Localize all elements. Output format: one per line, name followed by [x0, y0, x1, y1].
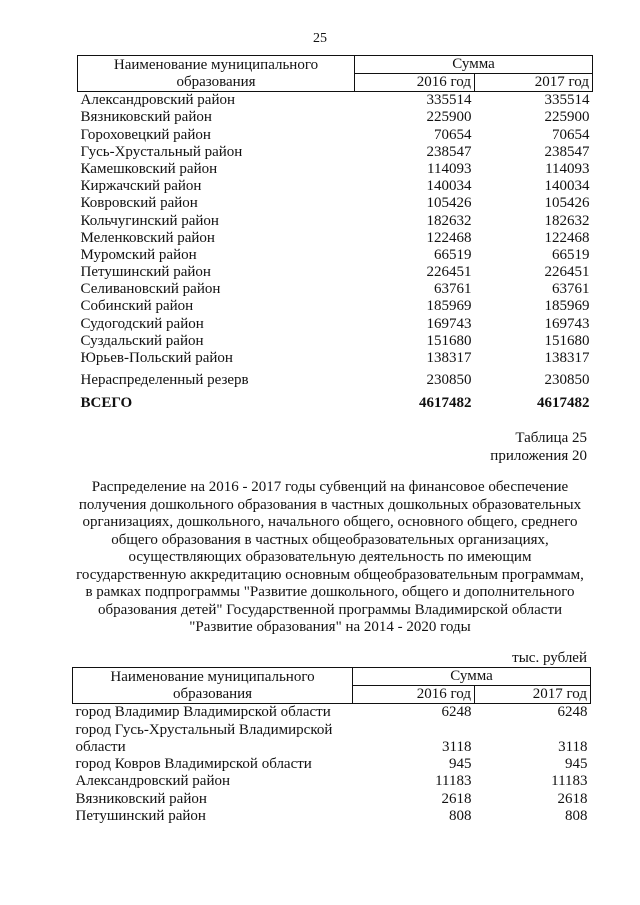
table-row	[78, 333, 593, 350]
table-row	[73, 808, 591, 825]
table-row	[78, 350, 593, 367]
amount-2017: 2618	[557, 790, 588, 807]
municipality-name: Камешковский район	[80, 160, 218, 177]
table-row	[78, 264, 593, 281]
table-number: Таблица 25	[515, 430, 587, 446]
municipality-name: Меленковский район	[80, 229, 215, 246]
total-label: ВСЕГО	[80, 395, 133, 411]
table-row	[78, 144, 593, 161]
table-row	[78, 298, 593, 315]
table-row	[78, 178, 593, 195]
municipality-name: Муромский район	[80, 246, 197, 263]
table-row	[78, 230, 593, 247]
title-line: государственную аккредитацию основным общеобразовательным программам,	[76, 566, 584, 583]
reserve-2017: 230850	[544, 372, 590, 388]
amount-2016: 122468	[426, 229, 472, 246]
municipality-name: город Гусь-Хрустальный Владимирской	[75, 721, 333, 738]
amount-2016: 225900	[426, 109, 472, 126]
amount-2017: 114093	[545, 160, 590, 177]
amount-2017: 238547	[544, 143, 590, 160]
table-row	[78, 195, 593, 212]
amount-2016: 226451	[426, 264, 472, 281]
header-sum: Сумма	[355, 56, 593, 74]
table-row-reserve	[78, 367, 593, 389]
amount-2016: 6248	[441, 704, 472, 721]
page-number: 25	[313, 31, 327, 46]
header-year-2017: 2017 год	[475, 686, 591, 704]
amount-2016: 185969	[426, 298, 472, 315]
reserve-label: Нераспределенный резерв	[80, 372, 249, 388]
municipality-name: Селивановский район	[80, 281, 221, 298]
municipality-name: Киржачский район	[80, 178, 202, 195]
table-caption	[490, 429, 587, 465]
amount-2016: 2618	[441, 790, 472, 807]
municipality-name: Вязниковский район	[80, 109, 212, 126]
municipality-name: Вязниковский район	[75, 790, 207, 807]
municipality-name: Петушинский район	[80, 264, 211, 281]
amount-2017: 151680	[544, 332, 590, 349]
municipality-name: области	[75, 738, 126, 755]
amount-2016: 238547	[426, 143, 472, 160]
title-line: образования детей" Государственной программы Владимирской области	[97, 601, 563, 618]
municipality-name: Собинский район	[80, 298, 194, 315]
municipality-name: Александровский район	[80, 92, 236, 109]
appendix-number: приложения 20	[490, 448, 587, 464]
table-row	[73, 739, 591, 756]
amount-2016: 3118	[442, 738, 472, 755]
reserve-2016: 230850	[426, 372, 472, 388]
table-row	[73, 704, 591, 722]
municipality-name: Петушинский район	[75, 808, 206, 825]
municipality-name: город Владимир Владимирской области	[75, 704, 331, 721]
amount-2016: 11183	[435, 773, 472, 790]
amount-2016: 808	[449, 808, 472, 825]
total-2016: 4617482	[419, 395, 472, 411]
title-line: Распределение на 2016 - 2017 годы субвенций на финансовое обеспечение	[91, 479, 569, 495]
municipality-name: Гусь-Хрустальный район	[80, 143, 243, 160]
title-line: осуществляющих образовательную деятельность по имеющим	[128, 549, 532, 565]
header-municipality: Наименование муниципального образования	[73, 668, 353, 704]
municipality-name: Гороховецкий район	[80, 126, 211, 143]
total-2017: 4617482	[537, 395, 590, 411]
title-line: получения дошкольного образования в частных дошкольных образовательных	[78, 496, 582, 513]
amount-2017: 138317	[544, 350, 590, 366]
amount-2017: 3118	[558, 738, 588, 755]
municipality-name: Суздальский район	[80, 332, 204, 349]
amount-2016: 182632	[426, 212, 472, 229]
table-2-body	[73, 704, 591, 826]
amount-2016: 70654	[434, 126, 472, 143]
amount-2017: 808	[565, 808, 588, 825]
amount-2017: 122468	[544, 229, 590, 246]
amount-2016: 114093	[427, 160, 472, 177]
amount-2017: 66519	[552, 246, 590, 263]
table-row	[78, 281, 593, 298]
table-row	[78, 126, 593, 143]
table-1-body	[78, 92, 593, 368]
amount-2017: 105426	[544, 195, 590, 212]
amount-2016	[353, 721, 475, 738]
amount-2017: 70654	[552, 126, 590, 143]
table-row	[73, 721, 591, 738]
amount-2016: 66519	[434, 246, 472, 263]
amount-2017: 185969	[544, 298, 590, 315]
amount-2016: 63761	[434, 281, 472, 298]
header-municipality: Наименование муниципального образования	[78, 56, 355, 92]
table-row	[78, 212, 593, 229]
table-row	[73, 790, 591, 807]
unit-label: тыс. рублей	[512, 650, 587, 666]
amount-2016: 169743	[426, 315, 472, 332]
amount-2017: 226451	[544, 264, 590, 281]
amount-2017: 140034	[544, 178, 590, 195]
amount-2016: 140034	[426, 178, 472, 195]
amount-2017: 335514	[544, 92, 590, 109]
table-row	[78, 247, 593, 264]
title-line: в рамках подпрограммы "Развитие дошкольного, общего и дополнительного	[85, 584, 575, 600]
header-year-2016: 2016 год	[353, 686, 475, 704]
table-row	[78, 92, 593, 110]
amount-2017	[475, 721, 591, 738]
municipality-name: Кольчугинский район	[80, 212, 219, 229]
amount-2017: 11183	[551, 773, 588, 790]
title-line: организациях, дошкольного, начального общего, основного общего, среднего	[82, 514, 578, 530]
municipality-name: Александровский район	[75, 773, 231, 790]
amount-2017: 63761	[552, 281, 590, 298]
header-sum: Сумма	[353, 668, 591, 686]
table-row	[78, 109, 593, 126]
amount-2016: 105426	[426, 195, 472, 212]
table-row	[73, 773, 591, 790]
header-year-2017: 2017 год	[475, 74, 593, 92]
amount-2016: 138317	[426, 350, 472, 366]
amount-2017: 6248	[557, 704, 588, 721]
amount-2016: 945	[449, 756, 472, 773]
table-row	[73, 756, 591, 773]
amount-2017: 169743	[544, 315, 590, 332]
amount-2016: 151680	[426, 332, 472, 349]
amount-2016: 335514	[426, 92, 472, 109]
distribution-title	[60, 479, 600, 637]
municipality-name: Ковровский район	[80, 195, 198, 212]
subvention-table-1	[77, 55, 593, 412]
table-row	[78, 315, 593, 332]
table-row	[78, 161, 593, 178]
header-year-2016: 2016 год	[355, 74, 475, 92]
municipality-name: Судогодский район	[80, 315, 204, 332]
table-row-total	[78, 389, 593, 412]
municipality-name: город Ковров Владимирской области	[75, 756, 312, 773]
amount-2017: 225900	[544, 109, 590, 126]
title-line: "Развитие образования" на 2014 - 2020 годы	[189, 619, 471, 635]
amount-2017: 945	[565, 756, 588, 773]
amount-2017: 182632	[544, 212, 590, 229]
subvention-table-2	[72, 667, 591, 825]
title-line: общего образования в частных общеобразовательных организациях,	[111, 531, 549, 548]
municipality-name: Юрьев-Польский район	[80, 350, 233, 366]
